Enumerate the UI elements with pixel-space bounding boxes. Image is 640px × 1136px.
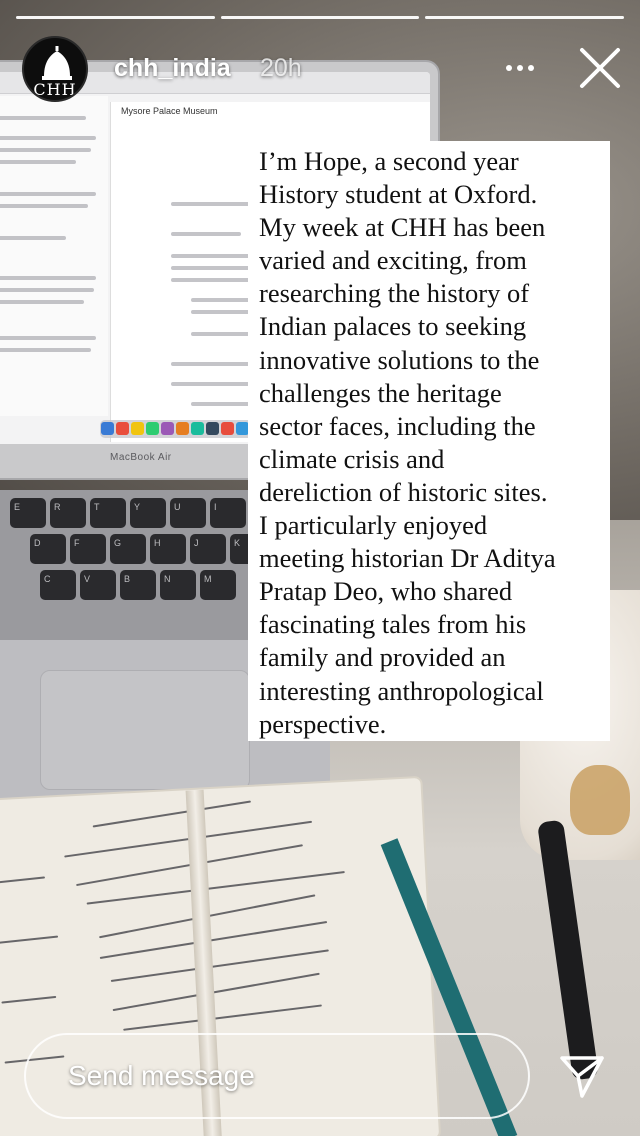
caption-text: I’m Hope, a second year History student at Oxford. My week at CHH has been varied and exciting, from researching the history of Indian palaces to seeking innovative solutions to the challenges the heritage sector faces, including the climate crisis and dereliction of historic sites. I particularly enjoyed meeting historian Dr Aditya Pratap Deo, who shared fascinating tales from his family and provided an interesting anthropological perspective. (259, 146, 556, 739)
close-icon[interactable] (578, 46, 622, 90)
post-time: 20h (260, 54, 302, 82)
dome-logo-icon (40, 46, 74, 82)
story-progress-bar (16, 16, 624, 20)
laptop-trackpad (40, 670, 250, 790)
progress-segment (221, 16, 420, 19)
send-message-input[interactable] (24, 1033, 530, 1119)
cat-figurine (570, 765, 630, 835)
avatar[interactable] (22, 36, 88, 102)
more-options-button[interactable] (498, 50, 542, 86)
macbook-label: MacBook Air (110, 452, 172, 463)
dot-icon (506, 65, 512, 71)
send-message-placeholder: Send message (68, 1060, 255, 1091)
story-caption-card (248, 141, 610, 741)
username[interactable]: chh_india (114, 54, 231, 82)
progress-segment (16, 16, 215, 19)
dot-icon (517, 65, 523, 71)
dot-icon (528, 65, 534, 71)
progress-segment (425, 16, 624, 19)
avatar-logo-text: CHH (33, 80, 77, 99)
screen-doc-title: Mysore Palace Museum (121, 106, 218, 116)
send-paper-plane-icon[interactable] (558, 1052, 606, 1100)
screen-left-document (0, 96, 108, 416)
laptop-keyboard: E R T Y U I D F G H J K C V B N M (0, 490, 270, 640)
